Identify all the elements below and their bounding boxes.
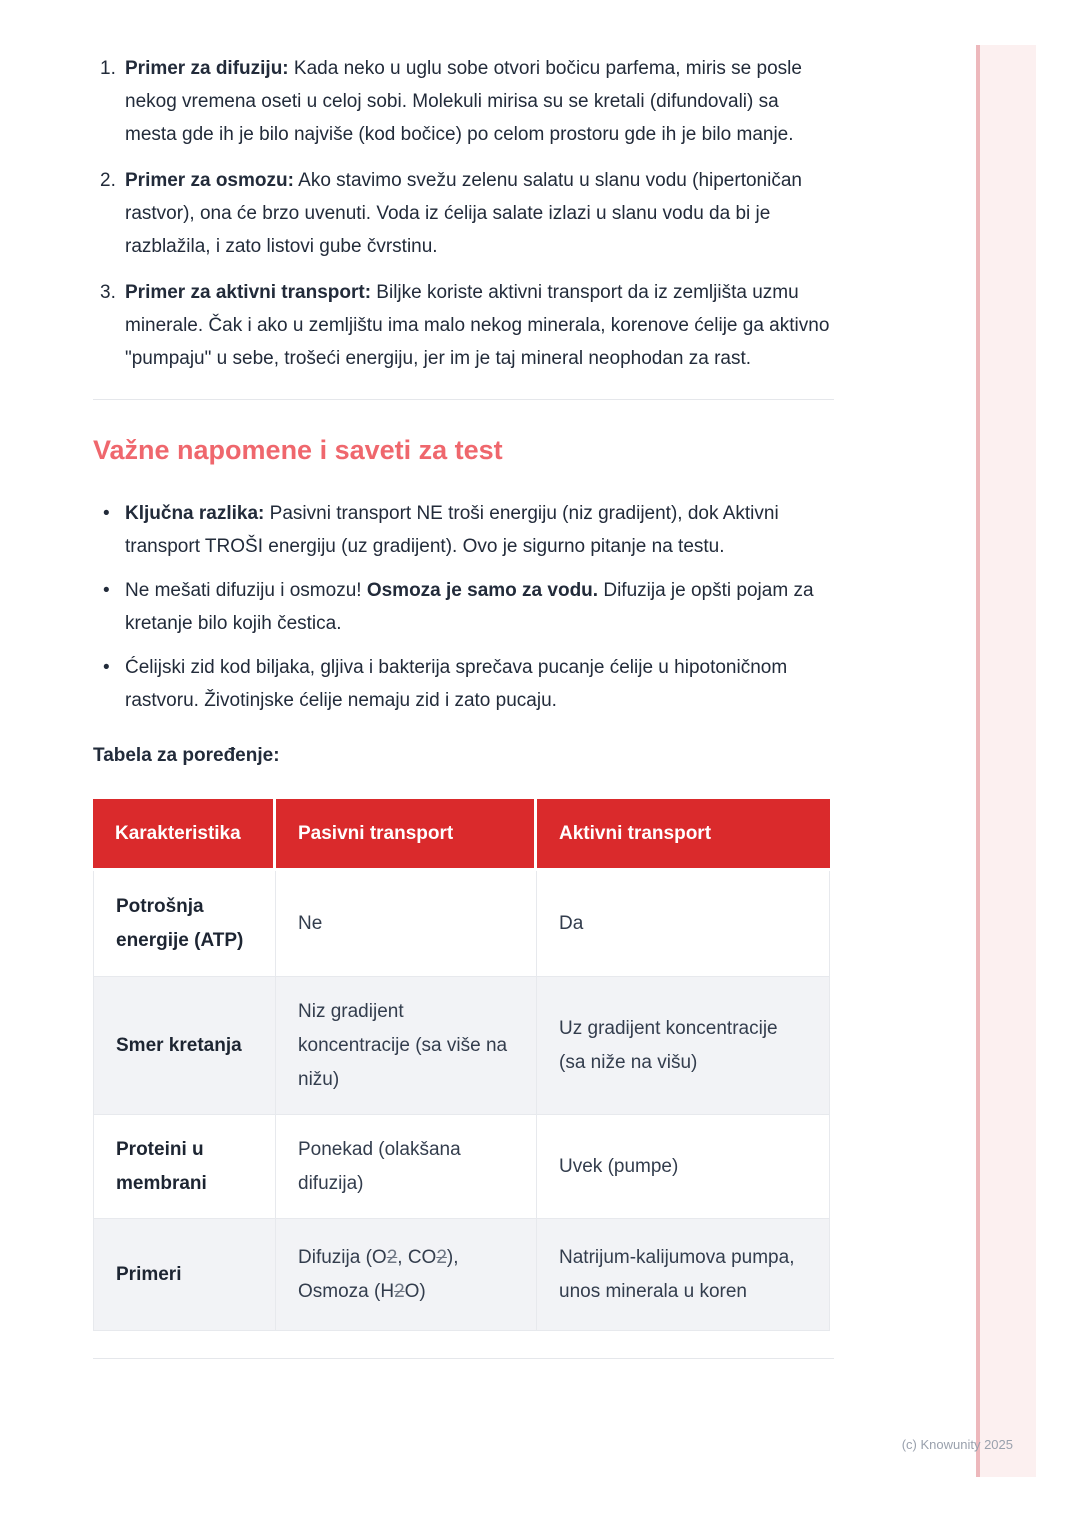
list-item-bold-lead: Primer za difuziju: xyxy=(125,58,289,79)
section-divider xyxy=(93,399,834,400)
bullet-text xyxy=(125,497,834,563)
active-cell-text: Uz gradijent koncentracije (sa niže na višu) xyxy=(559,1017,778,1073)
bottom-divider xyxy=(93,1358,834,1359)
bullet-marker: • xyxy=(103,503,110,524)
bullet-text xyxy=(125,574,834,640)
examples-list xyxy=(93,52,834,375)
list-item-text xyxy=(125,164,834,263)
formula-text: O) xyxy=(404,1280,426,1302)
footer-watermark: (c) Knowunity 2025 xyxy=(901,1437,1013,1452)
list-item-number: 2. xyxy=(100,170,116,191)
comparison-table xyxy=(93,799,830,1331)
row-label-text: Smer kretanja xyxy=(116,1034,242,1056)
list-item-text xyxy=(125,276,834,375)
formula-subscript: 2 xyxy=(436,1246,447,1268)
formula-text: , CO xyxy=(397,1246,437,1268)
notes-list xyxy=(93,497,834,717)
bullet-bold: Osmoza je samo za vodu. xyxy=(366,580,599,601)
active-cell xyxy=(537,977,830,1115)
list-item-body: Biljke koriste aktivni transport da iz zemljišta uzmu minerale. Čak i ako u zemljištu ima malo nekog minerala, korenove ćelije ga aktivno "pumpaju" u sebe, trošeći energiju, jer im je taj mineral neophodan za rast. xyxy=(125,282,830,369)
passive-cell xyxy=(276,1219,537,1331)
active-cell xyxy=(537,871,830,977)
row-label-text: Proteini u membrani xyxy=(116,1138,207,1194)
list-item-body: Kada neko u uglu sobe otvori bočicu parfema, miris se posle nekog vremena oseti u celoj sobi. Molekuli mirisa su se kretali (difundovali) sa mesta gde ih je bilo najviše (kod bočice) po celom prostoru gde ih je bilo manje. xyxy=(125,58,802,145)
list-item-number: 3. xyxy=(100,282,116,303)
formula-subscript: 2 xyxy=(386,1246,398,1268)
bullet-post: Pasivni transport NE troši energiju (niz gradijent), dok Aktivni transport TROŠI energiju (uz gradijent). Ovo je sigurno pitanje na testu. xyxy=(125,503,779,557)
bullet-pre: Ćelijski zid kod biljaka, gljiva i bakterija sprečava pucanje ćelije u hipotoničnom rastvoru. Životinjske ćelije nemaju zid i zato pucaju. xyxy=(125,657,788,711)
row-label-cell xyxy=(93,977,276,1115)
document-content xyxy=(93,0,834,1359)
list-item-body: Ako stavimo svežu zelenu salatu u slanu vodu (hipertoničan rastvor), ona će brzo uvenuti. Voda iz ćelija salate izlazi u slanu vodu da bi je razblažila, i zato listovi gube čvrstinu. xyxy=(125,170,802,257)
section-heading: Važne napomene i saveti za test xyxy=(93,435,503,465)
header-cell-characteristic: Karakteristika xyxy=(93,799,276,871)
formula-text: ), Osmoza (H xyxy=(298,1246,459,1302)
formula-text: Difuzija (O xyxy=(298,1246,387,1268)
passive-cell xyxy=(276,977,537,1115)
bullet-text xyxy=(125,651,834,717)
list-item-osmosis-example xyxy=(100,164,834,263)
list-item-active-transport-example xyxy=(100,276,834,375)
active-cell xyxy=(537,1115,830,1219)
table-label: Tabela za poređenje: xyxy=(93,745,280,766)
passive-cell-text: Ne xyxy=(298,912,323,934)
bullet-pre: Ne mešati difuziju i osmozu! xyxy=(125,580,367,601)
bullet-marker: • xyxy=(103,580,110,601)
active-cell-text: Natrijum-kalijumova pumpa, unos minerala u koren xyxy=(559,1246,795,1302)
bullet-item-key-difference xyxy=(103,497,834,563)
list-item-diffusion-example xyxy=(100,52,834,151)
side-accent-line xyxy=(976,45,980,1477)
passive-cell-text: Ponekad (olakšana difuzija) xyxy=(298,1138,461,1194)
header-cell-passive: Pasivni transport xyxy=(276,799,537,871)
row-label-text: Potrošnja energije (ATP) xyxy=(116,895,244,951)
passive-cell-text xyxy=(298,1241,516,1309)
row-label-cell xyxy=(93,1219,276,1331)
bullet-item-cell-wall xyxy=(103,651,834,717)
passive-cell xyxy=(276,1115,537,1219)
row-label-cell xyxy=(93,871,276,977)
row-label-cell xyxy=(93,1115,276,1219)
bullet-post: Difuzija je opšti pojam za kretanje bilo kojih čestica. xyxy=(125,580,814,634)
header-cell-active: Aktivni transport xyxy=(537,799,830,871)
bullet-marker: • xyxy=(103,657,110,678)
list-item-number: 1. xyxy=(100,58,116,79)
bullet-item-diffusion-vs-osmosis xyxy=(103,574,834,640)
list-item-bold-lead: Primer za aktivni transport: xyxy=(125,282,372,303)
active-cell xyxy=(537,1219,830,1331)
passive-cell-text: Niz gradijent koncentracije (sa više na nižu) xyxy=(298,1000,508,1090)
list-item-text xyxy=(125,52,834,151)
formula-subscript: 2 xyxy=(394,1280,405,1302)
list-item-bold-lead: Primer za osmozu: xyxy=(125,170,294,191)
side-decoration-panel xyxy=(976,45,1036,1477)
row-label-text: Primeri xyxy=(116,1263,182,1285)
passive-cell xyxy=(276,871,537,977)
bullet-bold: Ključna razlika: xyxy=(125,503,265,524)
active-cell-text: Uvek (pumpe) xyxy=(559,1155,679,1177)
active-cell-text: Da xyxy=(559,912,584,934)
